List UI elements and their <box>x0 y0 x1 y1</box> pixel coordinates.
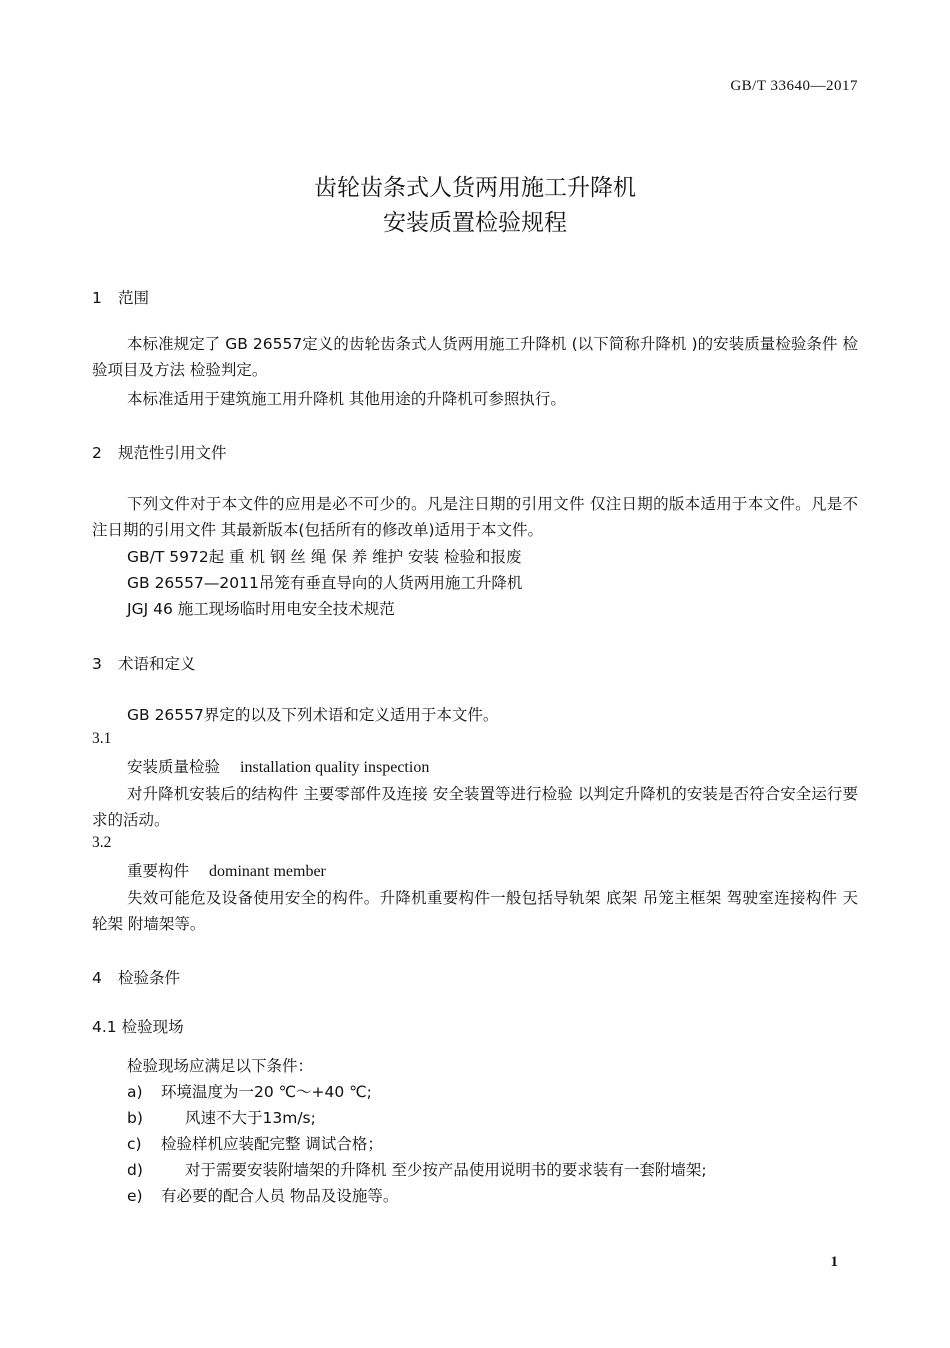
list-text: 环境温度为一20 ℃～+40 ℃; <box>161 1083 372 1101</box>
list-label: a) <box>127 1083 143 1101</box>
section-3-intro: GB 26557界定的以及下列术语和定义适用于本文件。 <box>127 706 499 724</box>
term-heading <box>127 755 429 777</box>
section-number: 1 <box>92 289 102 307</box>
section-number: 3 <box>92 655 102 673</box>
reference-item: GB 26557—2011吊笼有垂直导向的人货两用施工升降机 <box>127 574 523 592</box>
term-number: 3.1 <box>92 730 112 747</box>
section-4-intro: 检验现场应满足以下条件： <box>127 1057 314 1075</box>
section-number: 4 <box>92 969 102 987</box>
section-title: 范围 <box>118 289 150 307</box>
list-text: 对于需要安装附墙架的升降机 至少按产品使用说明书的要求装有一套附墙架; <box>185 1161 707 1179</box>
section-1-paragraph-2: 本标准适用于建筑施工用升降机 其他用途的升降机可参照执行。 <box>127 390 566 408</box>
list-label: e) <box>127 1187 143 1205</box>
subsection-number: 4.1 <box>92 1018 117 1036</box>
term-definition: 对升降机安装后的结构件 主要零部件及连接 安全装置等进行检验 以判定升降机的安装是否符合安全运行要求的活动。 <box>92 785 858 829</box>
term-english: installation quality inspection <box>240 759 430 776</box>
list-item <box>127 1080 372 1102</box>
section-2-paragraph-1: 下列文件对于本文件的应用是必不可少的。凡是注日期的引用文件 仅注日期的版本适用于本文件。凡是不注日期的引用文件 其最新版本(包括所有的修改单)适用于本文件。 <box>92 495 858 539</box>
section-title: 术语和定义 <box>118 655 196 673</box>
list-text: 检验样机应装配完整 调试合格； <box>161 1135 383 1153</box>
section-4-heading <box>92 966 180 988</box>
list-item <box>127 1106 316 1128</box>
reference-item: GB/T 5972起 重 机 钢 丝 绳 保 养 维护 安装 检验和报废 <box>127 548 522 566</box>
page-number: 1 <box>830 1254 838 1270</box>
term-heading <box>127 859 326 881</box>
document-title-line-1: 齿轮齿条式人货两用施工升降机 <box>314 175 636 201</box>
term-number: 3.2 <box>92 834 112 851</box>
list-text: 有必要的配合人员 物品及设施等。 <box>161 1187 399 1205</box>
section-title: 规范性引用文件 <box>118 444 227 462</box>
term-chinese: 重要构件 <box>127 862 190 880</box>
section-number: 2 <box>92 444 102 462</box>
section-2-heading <box>92 441 227 463</box>
list-label: b) <box>127 1109 143 1127</box>
term-english: dominant member <box>209 863 326 880</box>
standard-number: GB/T 33640—2017 <box>730 78 858 94</box>
list-label: c) <box>127 1135 142 1153</box>
list-item <box>127 1184 398 1206</box>
document-title-line-2: 安装质置检验规程 <box>383 210 567 236</box>
list-item <box>127 1132 383 1154</box>
term-chinese: 安装质量检验 <box>127 758 221 776</box>
section-1-heading <box>92 286 149 308</box>
section-title: 检验条件 <box>118 969 181 987</box>
list-text: 风速不大于13m/s; <box>185 1109 316 1127</box>
list-label: d) <box>127 1161 143 1179</box>
term-definition: 失效可能危及设备使用安全的构件。升降机重要构件一般包括导轨架 底架 吊笼主框架 驾驶室连接构件 天轮架 附墙架等。 <box>92 889 858 933</box>
list-item <box>127 1158 707 1180</box>
section-1-paragraph-1: 本标准规定了 GB 26557定义的齿轮齿条式人货两用施工升降机 (以下简称升降机 )的安装质量检验条件 检验项目及方法 检验判定。 <box>92 335 858 379</box>
reference-item: JGJ 46 施工现场临时用电安全技术规范 <box>127 600 395 618</box>
section-3-heading <box>92 652 196 674</box>
subsection-title: 检验现场 <box>121 1018 184 1036</box>
subsection-4-1-heading <box>92 1015 184 1037</box>
